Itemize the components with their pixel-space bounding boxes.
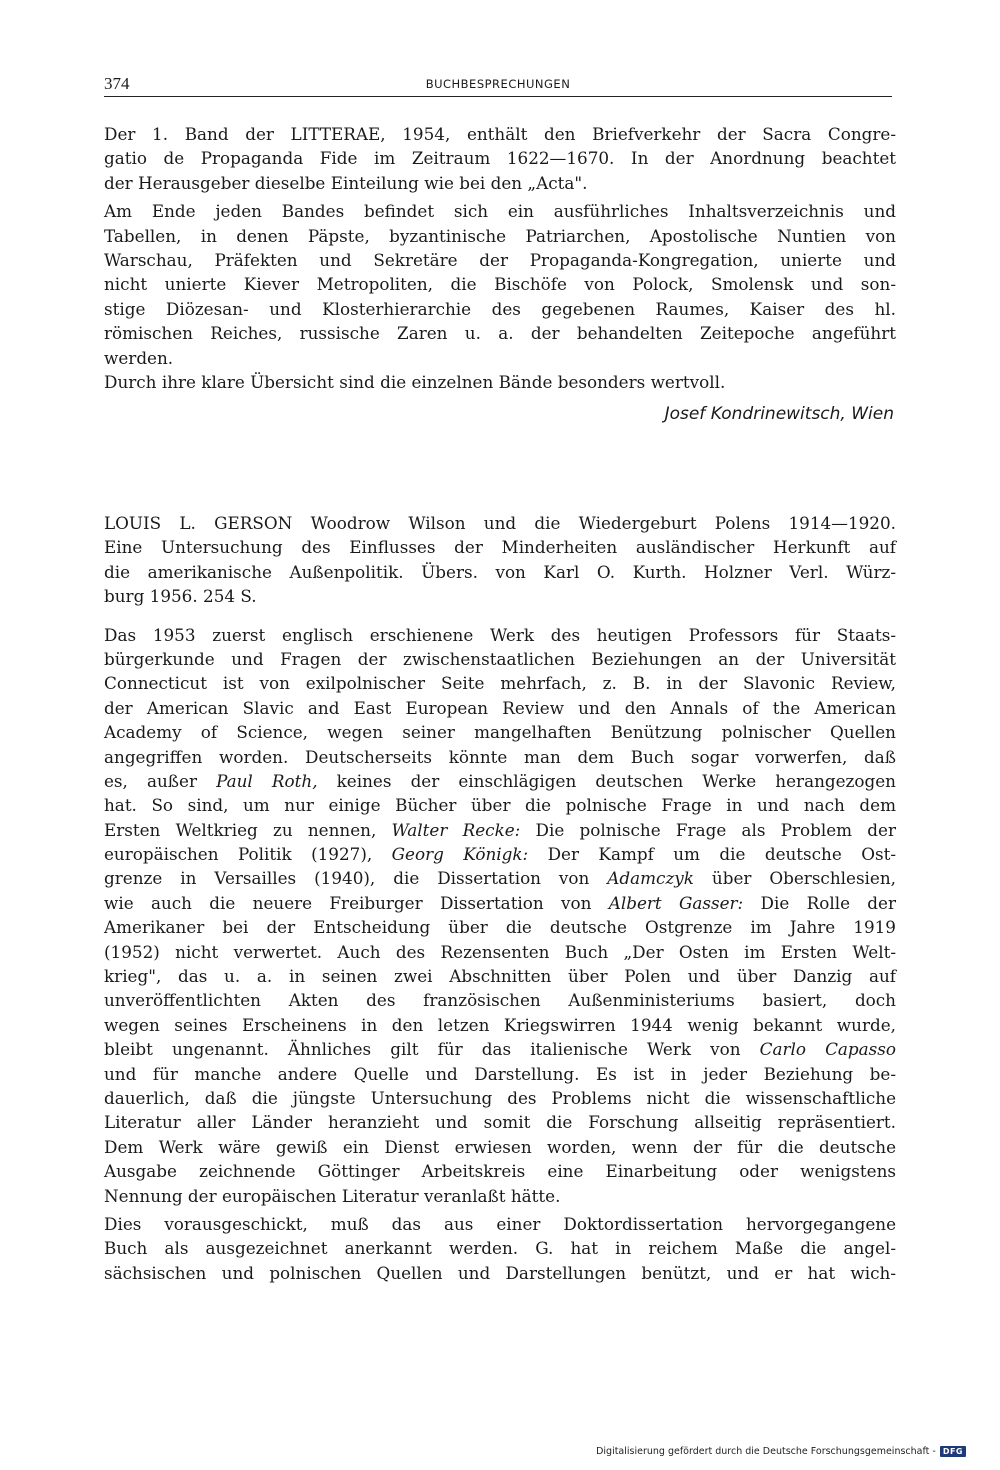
- text-line: grenze in Versailles (1940), die Dissertation von Adamczyk über Oberschlesien,: [104, 868, 896, 889]
- page-number: 374: [104, 74, 130, 93]
- text-line: Durch ihre klare Übersicht sind die einzelnen Bände besonders wertvoll.: [104, 371, 726, 392]
- text-line: Buch als ausgezeichnet anerkannt werden. G. hat in reichem Maße die angel-: [104, 1238, 896, 1259]
- text-line: die amerikanische Außenpolitik. Übers. von Karl O. Kurth. Holzner Verl. Würz-: [104, 561, 896, 582]
- running-head: [104, 74, 892, 97]
- text-line: Nennung der europäischen Literatur veranlaßt hätte.: [104, 1185, 561, 1206]
- funding-note: Digitalisierung gefördert durch die Deutsche Forschungsgemeinschaft -: [596, 1446, 936, 1457]
- text-line: Connecticut ist von exilpolnischer Seite mehrfach, z. B. in der Slavonic Review,: [104, 673, 896, 694]
- text-line: Amerikaner bei der Entscheidung über die deutsche Ostgrenze im Jahre 1919: [104, 917, 896, 938]
- text-line: angegriffen worden. Deutscherseits könnte man dem Buch sogar vorwerfen, daß: [104, 746, 896, 767]
- text-line: Ersten Weltkrieg zu nennen, Walter Recke: Die polnische Frage als Problem der: [104, 819, 896, 840]
- previous-review: [104, 122, 896, 426]
- author-name: Adamczyk: [607, 868, 694, 889]
- text-line: Tabellen, in denen Päpste, byzantinische Patriarchen, Apostolische Nuntien von: [104, 225, 896, 246]
- text-line: Am Ende jeden Bandes befindet sich ein ausführliches Inhaltsverzeichnis und: [104, 201, 896, 222]
- text-line: Ausgabe zeichnende Göttinger Arbeitskreis eine Einarbeitung oder wenigstens: [104, 1161, 896, 1182]
- text-line: europäischen Politik (1927), Georg Königk: Der Kampf um die deutsche Ost-: [104, 844, 896, 865]
- author-name: Walter Recke:: [391, 819, 521, 840]
- text-line: hat. So sind, um nur einige Bücher über die polnische Frage in und nach dem: [104, 795, 896, 816]
- text-line: Dies vorausgeschickt, muß das aus einer Doktordissertation hervorgegangene: [104, 1213, 896, 1234]
- text-line: krieg", das u. a. in seinen zwei Abschnitten über Polen und über Danzig auf: [104, 966, 896, 987]
- author-name: Carlo Capasso: [759, 1039, 896, 1060]
- text-line: sächsischen und polnischen Quellen und Darstellungen benützt, und er hat wich-: [104, 1262, 896, 1283]
- text-line: und für manche andere Quelle und Darstellung. Es ist in jeder Beziehung be-: [104, 1063, 896, 1084]
- text-line: wie auch die neuere Freiburger Dissertation von Albert Gasser: Die Rolle der: [104, 892, 897, 913]
- paragraph: [104, 370, 896, 394]
- text-line: dauerlich, daß die jüngste Untersuchung des Problems nicht die wissenschaftliche: [104, 1087, 896, 1108]
- text-line: (1952) nicht verwertet. Auch des Rezensenten Buch „Der Osten im Ersten Welt-: [104, 941, 896, 962]
- author-name: Georg Königk:: [391, 844, 529, 865]
- author-name: Paul Roth,: [216, 770, 318, 791]
- text-line: Der 1. Band der LITTERAE, 1954, enthält den Briefverkehr der Sacra Congre-: [104, 124, 896, 144]
- text-line: bleibt ungenannt. Ähnliches gilt für das italienische Werk von Carlo Capasso: [104, 1039, 896, 1060]
- section-title: BUCHBESPRECHUNGEN: [425, 77, 571, 91]
- text-line: burg 1956. 254 S.: [104, 586, 257, 607]
- text-line: Literatur aller Länder heranzieht und somit die Forschung allseitig repräsentiert.: [104, 1112, 896, 1133]
- text-line: bürgerkunde und Fragen der zwischenstaatlichen Beziehungen an der Universität: [104, 648, 896, 669]
- text-line: Das 1953 zuerst englisch erschienene Werk des heutigen Professors für Staats-: [104, 624, 896, 645]
- dfg-logo: DFG: [940, 1446, 966, 1457]
- text-line: stige Diözesan- und Klosterhierarchie des gegebenen Raumes, Kaiser des hl.: [104, 298, 896, 319]
- text-line: römischen Reiches, russische Zaren u. a. der behandelten Zeitepoche angeführt: [104, 323, 896, 344]
- text-line: unveröffentlichten Akten des französischen Außenministeriums basiert, doch: [104, 990, 896, 1011]
- text-line: Dem Werk wäre gewiß ein Dienst erwiesen worden, wenn der für die deutsche: [104, 1136, 896, 1157]
- text-line: der Herausgeber dieselbe Einteilung wie bei den „Acta".: [104, 172, 588, 193]
- text-line: es, außer Paul Roth, keines der einschlägigen deutschen Werke herangezogen: [104, 770, 896, 791]
- text-line: Academy of Science, wegen seiner mangelhaften Benützung polnischer Quellen: [104, 722, 896, 743]
- funding-footer: [596, 1446, 966, 1457]
- text-line: gatio de Propaganda Fide im Zeitraum 1622—1670. In der Anordnung beachtet: [104, 148, 896, 169]
- paragraph: [104, 122, 896, 195]
- text-line: LOUIS L. GERSON Woodrow Wilson und die Wiedergeburt Polens 1914—1920.: [104, 513, 896, 533]
- text-line: Warschau, Präfekten und Sekretäre der Propaganda-Kongregation, unierte und: [104, 249, 896, 270]
- book-review: [104, 511, 896, 1285]
- review-paragraph: [104, 1212, 896, 1285]
- author-name: Albert Gasser:: [608, 892, 744, 913]
- book-citation: [104, 511, 896, 609]
- paragraph: [104, 199, 896, 370]
- text-line: Eine Untersuchung des Einflusses der Minderheiten ausländischer Herkunft auf: [104, 537, 896, 558]
- reviewer-signature: Josef Kondrinewitsch, Wien: [664, 404, 894, 425]
- review-paragraph: [104, 623, 896, 1208]
- text-line: wegen seines Erscheinens in den letzen Kriegswirren 1944 wenig bekannt wurde,: [104, 1014, 896, 1035]
- text-line: nicht unierte Kiever Metropoliten, die Bischöfe von Polock, Smolensk und son-: [104, 274, 896, 295]
- text-line: der American Slavic and East European Review und den Annals of the American: [104, 697, 896, 718]
- text-line: werden.: [104, 347, 174, 368]
